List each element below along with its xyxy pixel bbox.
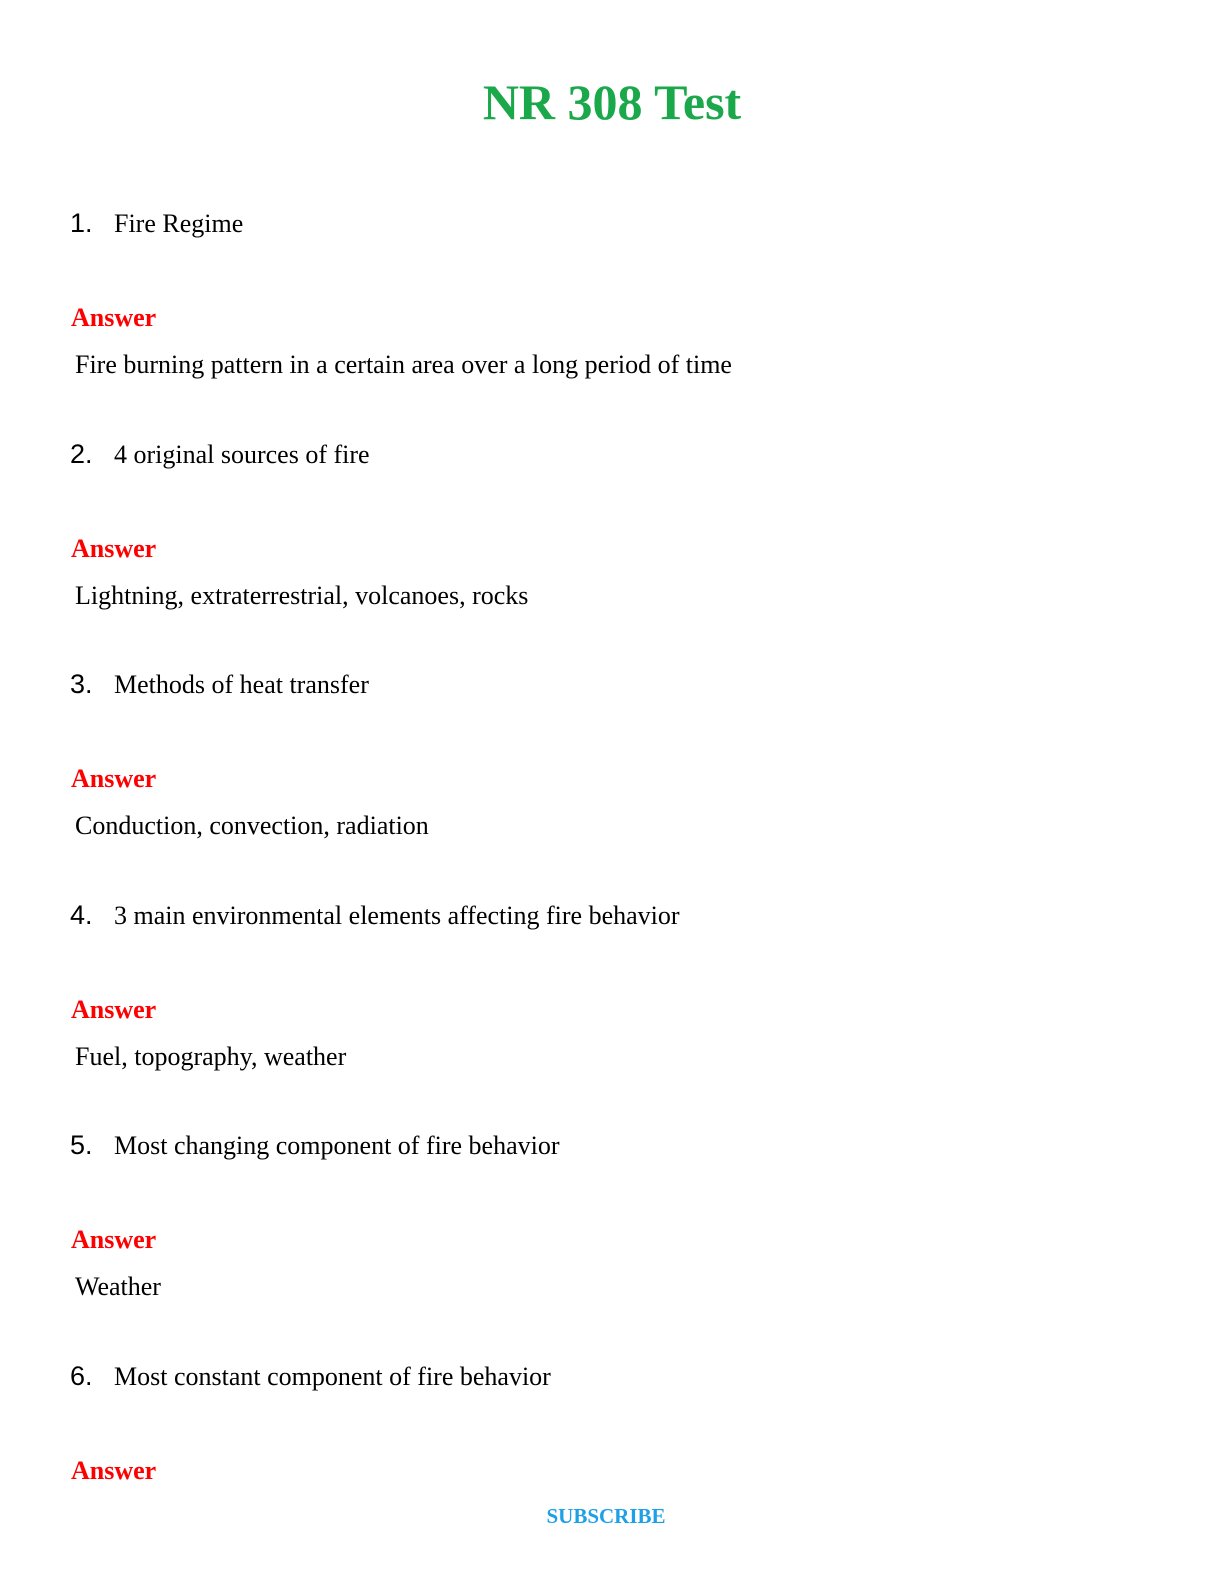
- answer-label: Answer: [71, 764, 157, 793]
- question: [70, 897, 680, 933]
- answer-label: Answer: [71, 534, 157, 563]
- question-number: 1.: [70, 208, 93, 238]
- answer-label: Answer: [71, 1225, 157, 1254]
- subscribe-link[interactable]: SUBSCRIBE: [546, 1504, 666, 1528]
- answer-text: Fuel, topography, weather: [75, 1042, 347, 1071]
- question-text: Most changing component of fire behavior: [114, 1131, 560, 1160]
- question-number: 4.: [70, 900, 93, 930]
- answer-label: Answer: [71, 995, 157, 1024]
- answer-text: Lightning, extraterrestrial, volcanoes, rocks: [75, 581, 529, 610]
- question-text: Methods of heat transfer: [114, 670, 369, 699]
- question-text: Fire Regime: [114, 209, 244, 238]
- question-text: 4 original sources of fire: [114, 440, 370, 469]
- question: [70, 436, 370, 472]
- question: [70, 666, 369, 702]
- question-text: Most constant component of fire behavior: [114, 1362, 551, 1391]
- answer-text: Conduction, convection, radiation: [75, 811, 429, 840]
- question: [70, 205, 243, 241]
- question-text: 3 main environmental elements affecting fire behavior: [114, 901, 680, 930]
- question-number: 5.: [70, 1130, 93, 1160]
- answer-label: Answer: [71, 1456, 157, 1485]
- answer-text: Fire burning pattern in a certain area over a long period of time: [75, 350, 732, 379]
- answer-text: Weather: [75, 1272, 161, 1301]
- page-title: NR 308 Test: [482, 74, 742, 130]
- question-number: 3.: [70, 669, 93, 699]
- question: [70, 1127, 560, 1163]
- question-number: 2.: [70, 439, 93, 469]
- answer-label: Answer: [71, 303, 157, 332]
- question-number: 6.: [70, 1361, 93, 1391]
- question: [70, 1358, 551, 1394]
